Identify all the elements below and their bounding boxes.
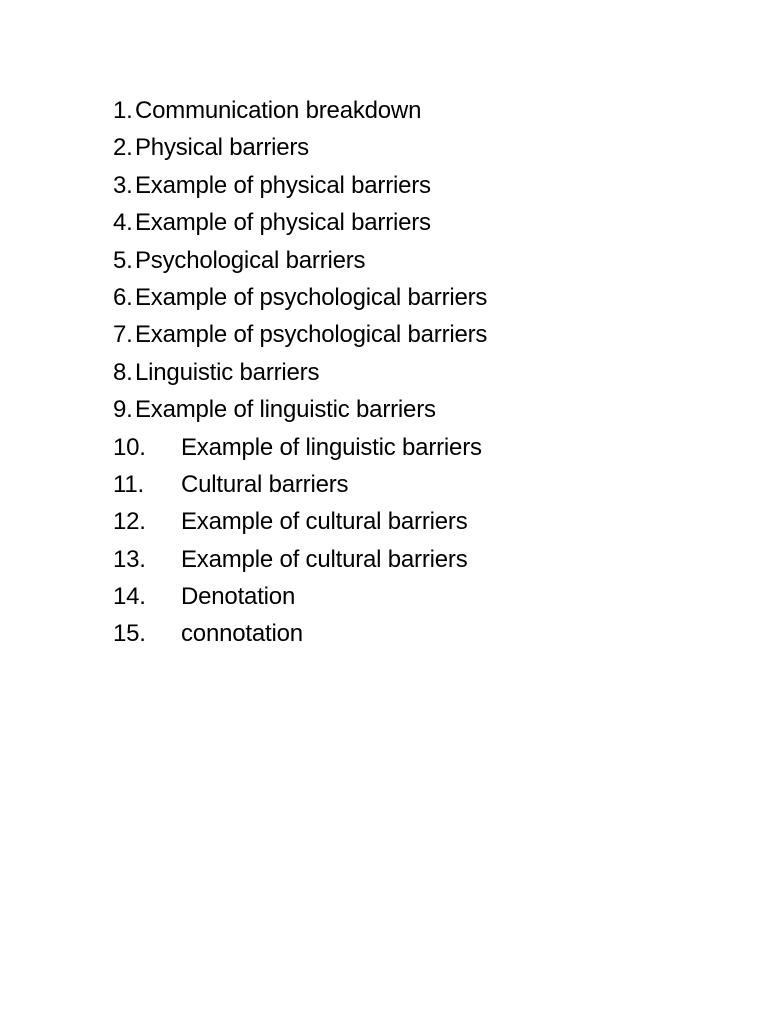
list-item-label: Psychological barriers <box>135 246 366 274</box>
list-item <box>113 242 487 279</box>
list-item-number: 11. <box>113 470 144 498</box>
list-item-number: 5. <box>113 246 133 274</box>
list-item <box>113 541 487 578</box>
list-item-label: Linguistic barriers <box>135 358 320 386</box>
list-item-number: 4. <box>113 209 133 237</box>
list-item <box>113 204 487 241</box>
list-item <box>113 354 487 391</box>
list-item-label: Example of cultural barriers <box>181 545 468 573</box>
list-item <box>113 129 487 166</box>
list-item-label: Example of linguistic barriers <box>181 433 482 461</box>
list-item-label: Cultural barriers <box>181 470 349 498</box>
list-item-label: Denotation <box>181 583 296 611</box>
list-item-label: Example of psychological barriers <box>135 283 488 311</box>
list-item-number: 6. <box>113 283 133 311</box>
list-item-label: Example of physical barriers <box>135 209 431 237</box>
list-item-number: 7. <box>113 321 133 349</box>
list-item <box>113 316 487 353</box>
list-item-number: 9. <box>113 396 133 424</box>
list-item-number: 3. <box>113 171 133 199</box>
list-item-number: 10. <box>113 433 146 461</box>
list-item <box>113 466 487 503</box>
list-item-label: Communication breakdown <box>135 97 422 124</box>
list-item <box>113 503 487 540</box>
list-item <box>113 615 487 652</box>
list-item <box>113 92 487 129</box>
list-item-label: Example of cultural barriers <box>181 508 468 536</box>
list-item <box>113 167 487 204</box>
list-item-label: Example of physical barriers <box>135 171 431 199</box>
list-item <box>113 578 487 615</box>
list-item-label: connotation <box>181 620 303 648</box>
list-item-label: Example of psychological barriers <box>135 321 488 349</box>
list-item <box>113 429 487 466</box>
list-item <box>113 279 487 316</box>
list-item-number: 2. <box>113 134 133 162</box>
list-item-number: 13. <box>113 545 146 573</box>
list-item-number: 15. <box>113 620 146 648</box>
list-item-number: 14. <box>113 583 146 611</box>
numbered-list <box>113 92 487 653</box>
list-item-number: 1. <box>113 97 133 124</box>
list-item-label: Physical barriers <box>135 134 309 162</box>
list-item-number: 12. <box>113 508 146 536</box>
list-item-label: Example of linguistic barriers <box>135 396 436 424</box>
list-item-number: 8. <box>113 358 133 386</box>
list-item <box>113 391 487 428</box>
